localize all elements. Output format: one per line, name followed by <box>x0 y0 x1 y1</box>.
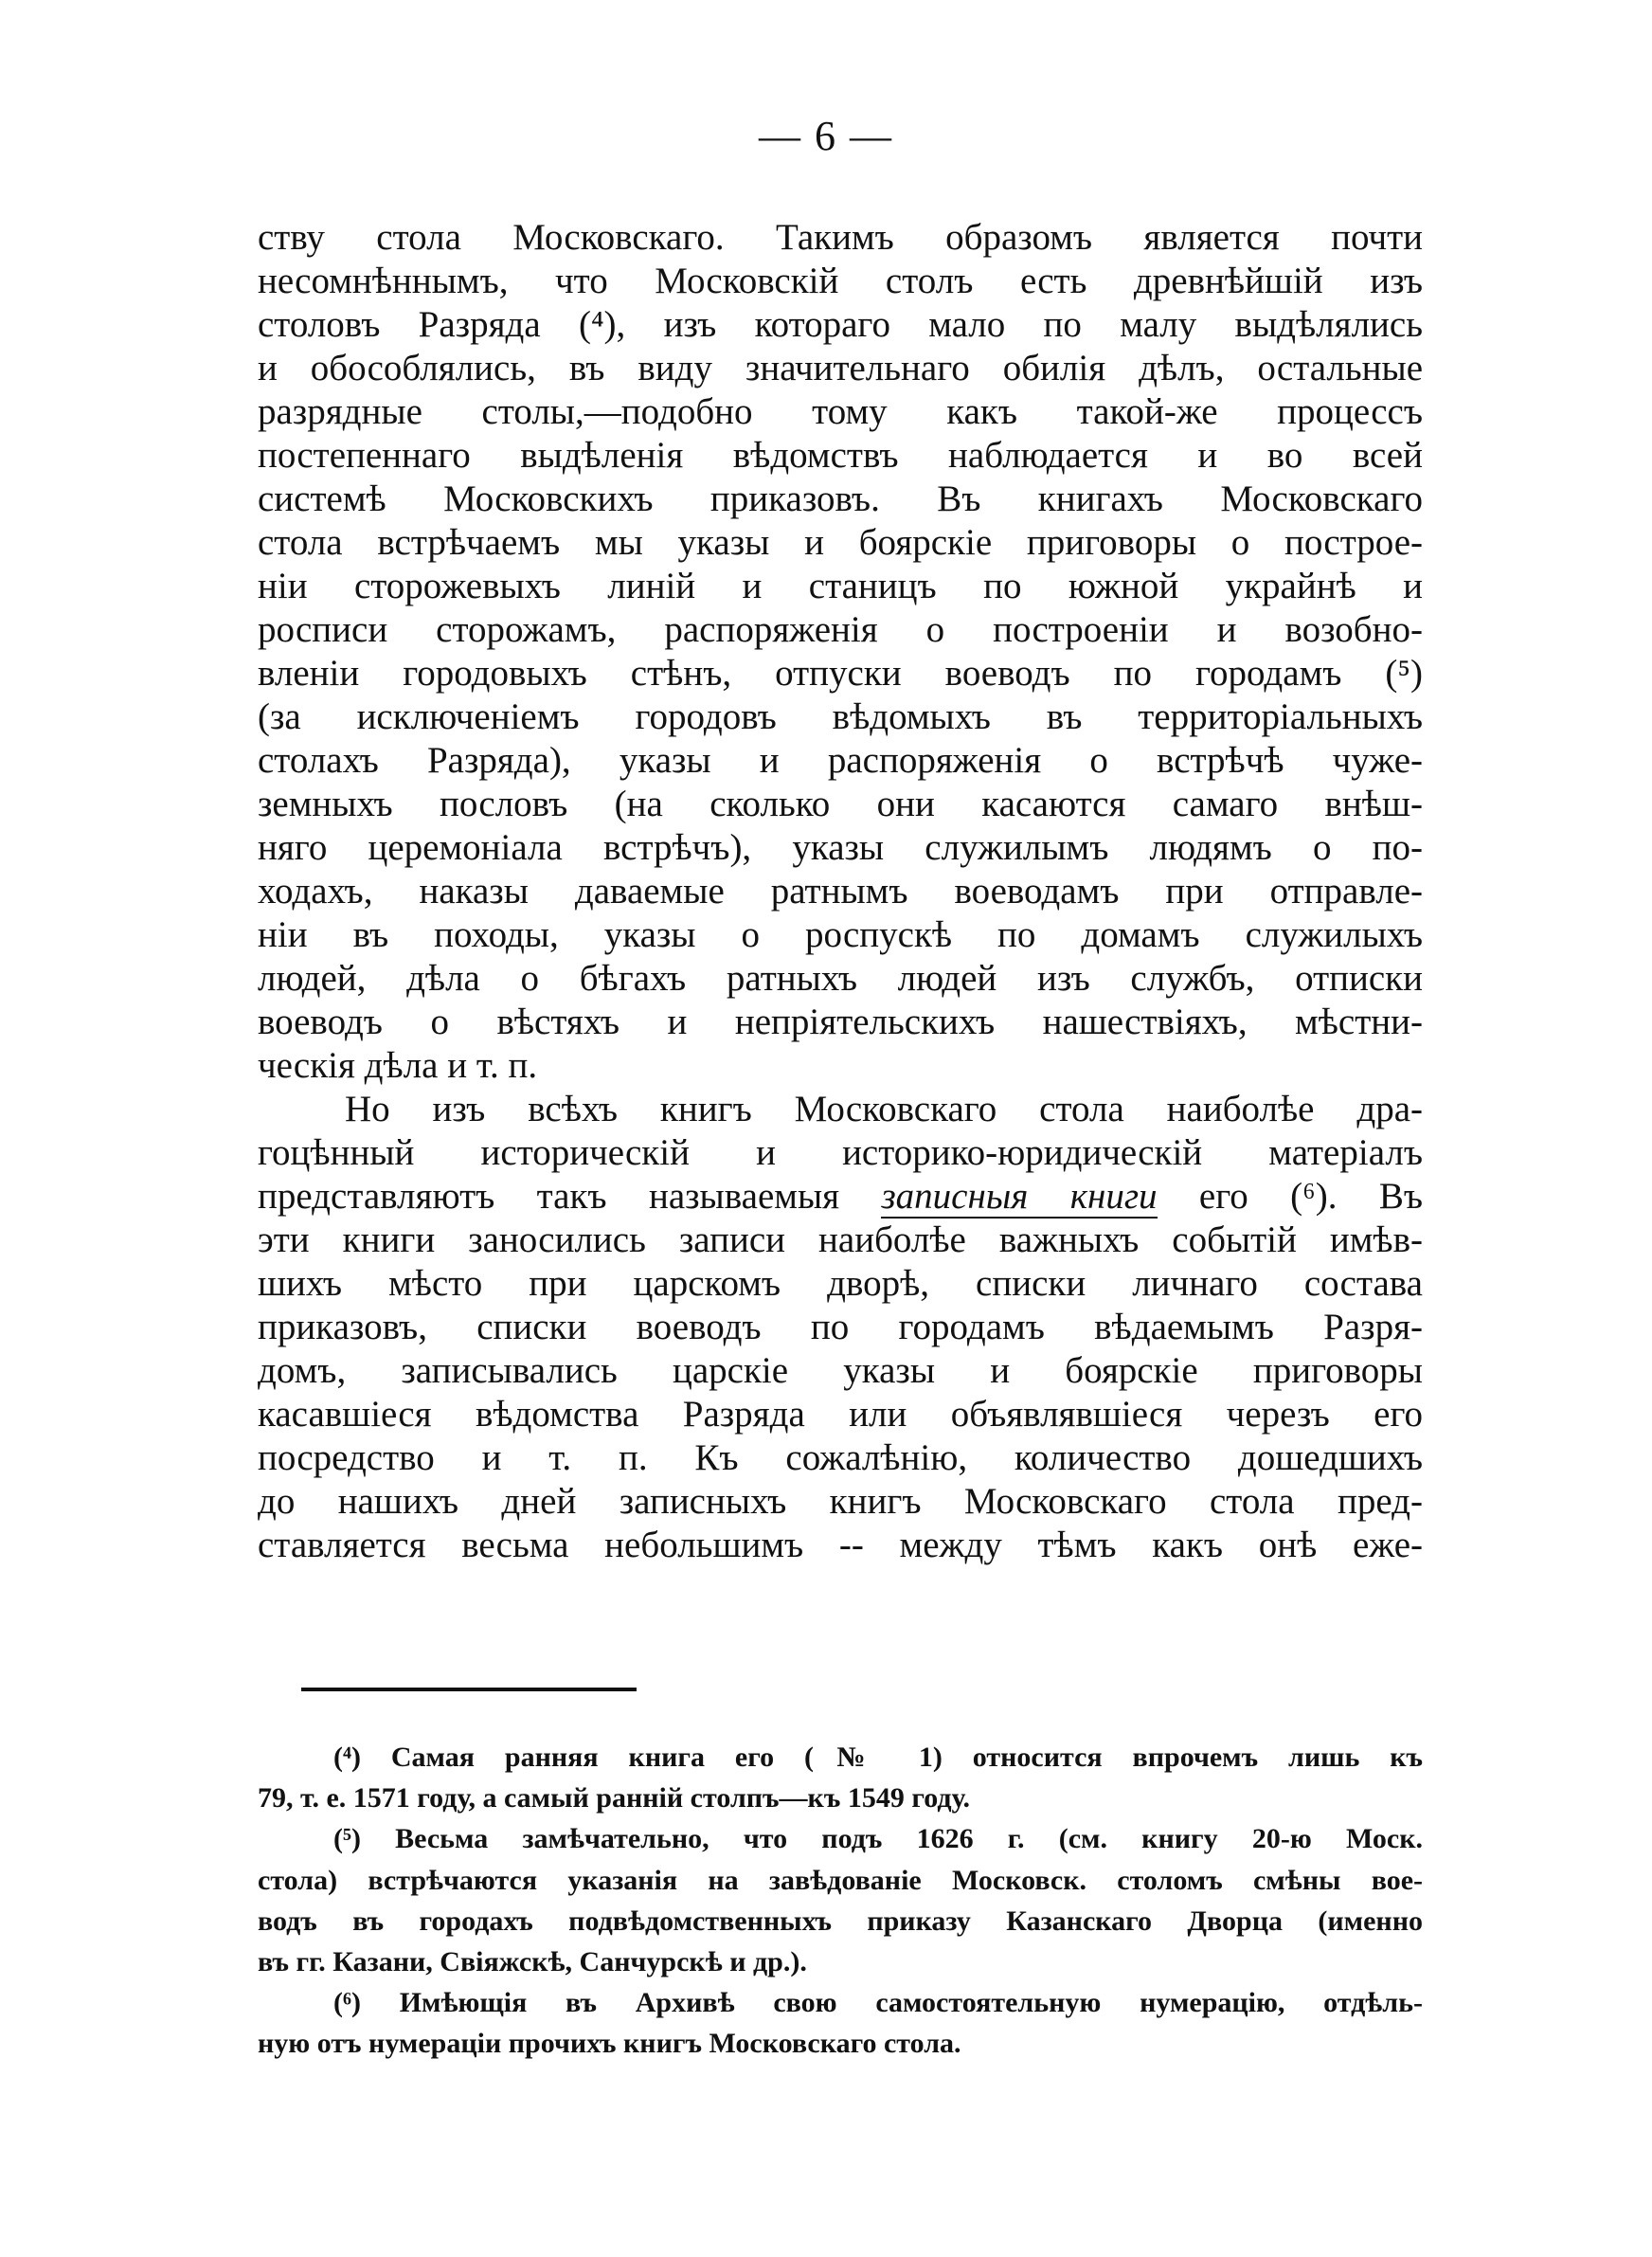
text-line: ніи сторожевыхъ линій и станицъ по южной украйнѣ и <box>258 566 1423 606</box>
footnote-line: (⁶) Имѣющія въ Архивѣ свою самостоятельную нумерацію, отдѣль- <box>333 1987 1423 2019</box>
footnote-divider <box>301 1688 637 1691</box>
text-line: ческія дѣла и т. п. <box>258 1045 538 1086</box>
text-line: росписи сторожамъ, распоряженія о построеніи и возобно- <box>258 609 1423 650</box>
text-line: разрядные столы,—подобно тому какъ такой-же процессъ <box>258 391 1423 432</box>
text-line: эти книги заносились записи наиболѣе важныхъ событій имѣв- <box>258 1219 1423 1260</box>
footnotes <box>258 1737 1423 2065</box>
text-line: земныхъ пословъ (на сколько они касаются самаго внѣш- <box>258 784 1423 824</box>
text-line: ходахъ, наказы даваемые ратнымъ воеводамъ при отправле- <box>258 871 1423 912</box>
underlined-term: записныя книги <box>881 1176 1157 1219</box>
text-line: столахъ Разряда), указы и распоряженія о встрѣчѣ чуже- <box>258 740 1423 781</box>
text-line: (за исключеніемъ городовъ вѣдомыхъ въ территоріальныхъ <box>258 696 1423 737</box>
footnote-line: стола) встрѣчаются указанія на завѣдованіе Московск. столомъ смѣны вое- <box>258 1864 1423 1896</box>
text-line: ставляется весьма небольшимъ -- между тѣмъ какъ онѣ еже- <box>258 1525 1423 1565</box>
text-line: ству стола Московскаго. Такимъ образомъ является почти <box>258 217 1423 258</box>
text-line: до нашихъ дней записныхъ книгъ Московскаго стола пред- <box>258 1481 1423 1522</box>
text-line: столовъ Разряда (⁴), изъ котораго мало по малу выдѣлялись <box>258 304 1423 345</box>
text-line: домъ, записывались царскіе указы и боярскіе приговоры <box>258 1350 1423 1391</box>
footnote-line: (⁴) Самая ранняя книга его (№ 1) относится впрочемъ лишь къ <box>333 1742 1423 1773</box>
footnote-line: въ гг. Казани, Свіяжскѣ, Санчурскѣ и др.). <box>258 1945 807 1977</box>
text-line: гоцѣнный историческій и историко-юридическій матеріалъ <box>258 1132 1423 1173</box>
main-text <box>258 216 1423 1567</box>
text-line <box>258 1175 1423 1219</box>
text-line: посредство и т. п. Къ сожалѣнію, количество дошедшихъ <box>258 1437 1423 1478</box>
text-line: постепеннаго выдѣленія вѣдомствъ наблюдается и во всей <box>258 435 1423 476</box>
text-line: ніи въ походы, указы о роспускѣ по домамъ служилыхъ <box>258 914 1423 955</box>
page-number: — 6 — <box>759 113 893 159</box>
text-line: Но изъ всѣхъ книгъ Московскаго стола наиболѣе дра- <box>345 1089 1423 1129</box>
text-line: приказовъ, списки воеводъ по городамъ вѣдаемымъ Разря- <box>258 1307 1423 1347</box>
text-line: стола встрѣчаемъ мы указы и боярскіе приговоры о построе- <box>258 522 1423 563</box>
text-line: шихъ мѣсто при царскомъ дворѣ, списки личнаго состава <box>258 1263 1423 1304</box>
text-line: воеводъ о вѣстяхъ и непріятельскихъ нашествіяхъ, мѣстни- <box>258 1002 1423 1042</box>
footnote-line: водъ въ городахъ подвѣдомственныхъ приказу Казанскаго Дворца (именно <box>258 1905 1423 1937</box>
text-line: вленіи городовыхъ стѣнъ, отпуски воеводъ по городамъ (⁵) <box>258 653 1423 694</box>
footnote-line: 79, т. е. 1571 году, а самый ранній столпъ—къ 1549 году. <box>258 1782 971 1815</box>
text-line: няго церемоніала встрѣчъ), указы служилымъ людямъ о по- <box>258 827 1423 868</box>
footnote-line: (⁵) Весьма замѣчательно, что подъ 1626 г. (см. книгу 20-ю Моск. <box>333 1823 1423 1855</box>
text-line: и обособлялись, въ виду значительнаго обилія дѣлъ, остальные <box>258 348 1423 388</box>
text-line: несомнѣннымъ, что Московскій столъ есть древнѣйшій изъ <box>258 261 1423 301</box>
text-fragment: представляютъ такъ называемыя <box>258 1176 882 1217</box>
text-line: системѣ Московскихъ приказовъ. Въ книгахъ Московскаго <box>258 478 1423 519</box>
text-line: людей, дѣла о бѣгахъ ратныхъ людей изъ службъ, отписки <box>258 958 1423 999</box>
footnote-line: ную отъ нумераціи прочихъ книгъ Московскаго стола. <box>258 2028 961 2060</box>
text-fragment: его (⁶). Въ <box>1157 1176 1423 1217</box>
text-line: касавшіеся вѣдомства Разряда или объявлявшіеся черезъ его <box>258 1394 1423 1435</box>
